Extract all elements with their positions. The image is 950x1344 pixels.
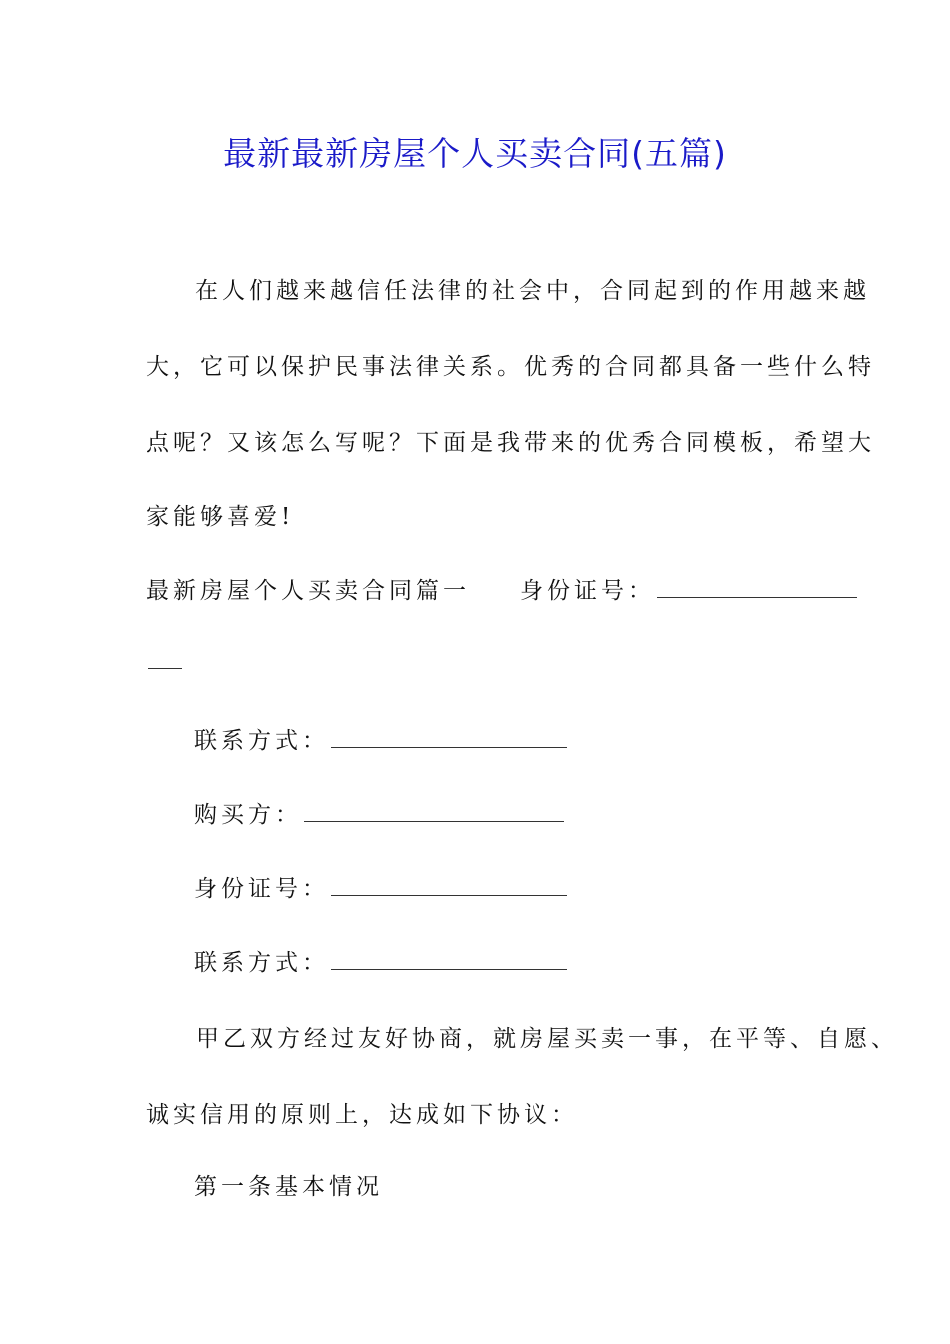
buyer-row [194,796,564,829]
buyer-contact-label: 联系方式： [194,950,329,976]
document-title: 最新最新房屋个人买卖合同(五篇) [223,134,727,173]
agreement-line-2: 诚实信用的原则上，达成如下协议： [146,1102,578,1128]
intro-line-1: 在人们越来越信任法律的社会中，合同起到的作用越来越 [195,278,870,304]
section-heading-row [146,572,857,605]
intro-line-4: 家能够喜爱! [146,504,295,530]
buyer-blank[interactable] [304,799,564,822]
buyer-id-blank[interactable] [331,873,567,896]
buyer-contact-row [194,944,567,977]
buyer-id-row [194,870,567,903]
section-heading: 最新房屋个人买卖合同篇一 [146,578,470,604]
seller-id-blank-tail[interactable] [148,646,182,669]
seller-contact-blank[interactable] [331,725,567,748]
intro-line-2: 大，它可以保护民事法律关系。优秀的合同都具备一些什么特 [146,354,875,380]
buyer-contact-blank[interactable] [331,947,567,970]
seller-contact-row [194,722,567,755]
intro-line-3: 点呢？又该怎么写呢？下面是我带来的优秀合同模板，希望大 [146,430,875,456]
seller-contact-label: 联系方式： [194,728,329,754]
buyer-id-label: 身份证号： [194,876,329,902]
seller-id-label: 身份证号： [520,578,655,604]
agreement-line-1: 甲乙双方经过友好协商，就房屋买卖一事，在平等、自愿、 [196,1026,898,1052]
buyer-label: 购买方： [194,802,302,828]
article-1-heading: 第一条基本情况 [194,1174,383,1200]
seller-id-blank-continued [146,646,182,675]
seller-id-blank[interactable] [657,575,857,598]
